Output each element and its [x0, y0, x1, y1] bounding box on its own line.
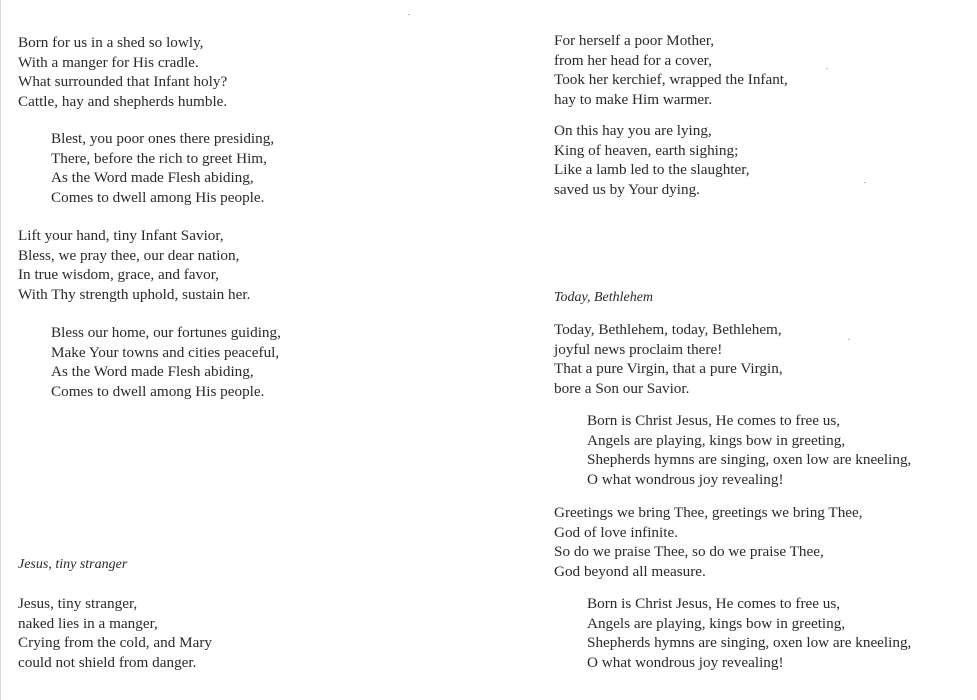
lyric-line: King of heaven, earth sighing; — [554, 141, 739, 159]
lyric-line: Bless our home, our fortunes guiding, — [51, 324, 281, 341]
lyric-line: So do we praise Thee, so do we praise Thee, — [554, 543, 824, 560]
lyric-line: Cattle, hay and shepherds humble. — [18, 92, 228, 110]
lyric-line: Shepherds hymns are singing, oxen low are kneeling, — [587, 634, 912, 651]
right-refrain-1 — [554, 411, 911, 489]
lyric-line: Comes to dwell among His people. — [51, 382, 265, 400]
lyric-line: Today, Bethlehem, today, Bethlehem, — [554, 321, 782, 338]
scan-speck — [864, 182, 866, 183]
lyric-line: Greetings we bring Thee, greetings we bring Thee, — [554, 504, 863, 521]
right-stanza-4 — [554, 503, 863, 581]
lyric-line: saved us by Your dying. — [554, 180, 700, 198]
right-stanza-1 — [554, 31, 788, 109]
lyric-line: O what wondrous joy revealing! — [587, 470, 784, 488]
right-stanza-3 — [554, 320, 783, 398]
lyric-line: Like a lamb led to the slaughter, — [554, 161, 750, 178]
lyric-line: bore a Son our Savior. — [554, 379, 690, 397]
lyric-line: With Thy strength uphold, sustain her. — [18, 285, 251, 303]
lyric-line: Make Your towns and cities peaceful, — [51, 343, 280, 361]
lyric-line: In true wisdom, grace, and favor, — [18, 266, 219, 283]
lyric-line: Born is Christ Jesus, He comes to free us, — [587, 412, 841, 429]
lyric-line: With a manger for His cradle. — [18, 53, 199, 71]
left-stanza-4 — [18, 323, 281, 401]
lyric-line: Shepherds hymns are singing, oxen low are kneeling, — [587, 451, 912, 468]
lyric-line: For herself a poor Mother, — [554, 32, 715, 49]
lyric-line: joyful news proclaim there! — [554, 340, 723, 358]
lyric-line: from her head for a cover, — [554, 51, 712, 69]
lyric-line: naked lies in a manger, — [18, 614, 158, 632]
lyric-line: Lift your hand, tiny Infant Savior, — [18, 227, 224, 244]
lyric-line: Angels are playing, kings bow in greeting, — [587, 614, 846, 632]
lyric-line: Bless, we pray thee, our dear nation, — [18, 246, 240, 264]
lyric-line: could not shield from danger. — [18, 653, 197, 671]
page-binding-edge — [0, 0, 1, 700]
lyric-line: Born for us in a shed so lowly, — [18, 34, 204, 51]
lyric-line: On this hay you are lying, — [554, 122, 712, 139]
lyric-line: Jesus, tiny stranger, — [18, 595, 138, 612]
lyric-line: Crying from the cold, and Mary — [18, 634, 213, 651]
lyric-line: O what wondrous joy revealing! — [587, 653, 784, 671]
lyric-line: Took her kerchief, wrapped the Infant, — [554, 71, 788, 88]
lyric-line: As the Word made Flesh abiding, — [51, 363, 254, 380]
lyric-line: God of love infinite. — [554, 523, 679, 541]
lyric-line: As the Word made Flesh abiding, — [51, 169, 254, 186]
song-title-today-bethlehem: Today, Bethlehem — [554, 290, 654, 305]
lyric-line: God beyond all measure. — [554, 562, 706, 580]
lyric-line: Comes to dwell among His people. — [51, 188, 265, 206]
lyric-line: That a pure Virgin, that a pure Virgin, — [554, 360, 783, 377]
scan-speck — [848, 339, 850, 340]
lyric-line: What surrounded that Infant holy? — [18, 73, 228, 90]
left-stanza-1 — [18, 33, 227, 111]
lyric-line: Born is Christ Jesus, He comes to free us, — [587, 595, 841, 612]
right-stanza-2 — [554, 121, 750, 199]
lyric-line: There, before the rich to greet Him, — [51, 149, 267, 167]
song-title-jesus-tiny-stranger: Jesus, tiny stranger — [18, 557, 128, 572]
left-stanza-2 — [18, 129, 274, 207]
right-refrain-2 — [554, 594, 911, 672]
scan-speck — [408, 14, 410, 15]
lyric-line: Angels are playing, kings bow in greeting, — [587, 431, 846, 449]
left-stanza-5 — [18, 594, 212, 672]
left-stanza-3 — [18, 226, 250, 304]
lyric-line: Blest, you poor ones there presiding, — [51, 130, 275, 147]
lyric-line: hay to make Him warmer. — [554, 90, 713, 108]
scan-speck — [826, 68, 828, 69]
